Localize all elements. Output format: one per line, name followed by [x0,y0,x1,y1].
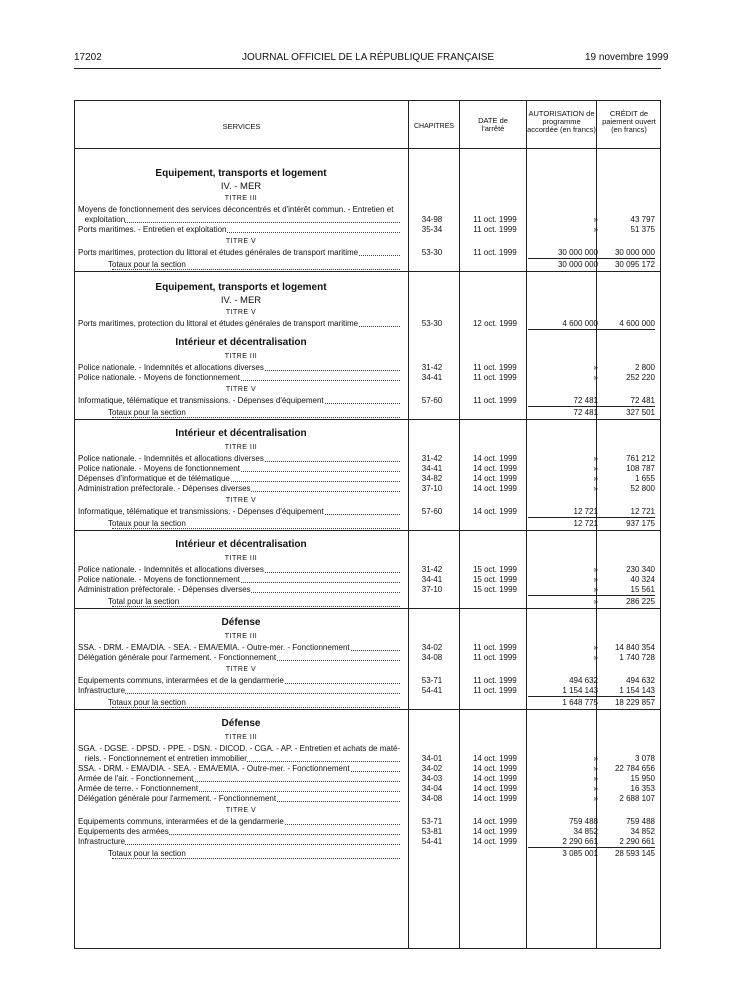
page-number: 17202 [74,52,102,63]
arrete-date: 12 oct. 1999 [472,319,518,328]
table-row [74,764,661,774]
credit-value: 252 220 [626,373,655,382]
chapter-code: 34-02 [421,643,443,652]
heading-text: TITRE V [225,807,257,814]
chapter-code: 54-41 [421,837,443,846]
arrete-date: 14 oct. 1999 [472,837,518,846]
totals-row [74,595,661,609]
service-label: SGA. - DGSE. - DPSD. - PPE. - DSN. - DICOD. - CGA. - AP. - Entretien et achats de maté- [78,744,401,753]
credit-value: 40 324 [630,575,655,584]
credit-value: 494 632 [626,676,655,685]
autorisation-value: » [593,653,598,662]
credit-value: 28 593 145 [614,849,655,858]
arrete-date: 14 oct. 1999 [472,474,518,483]
autorisation-value: » [593,597,598,606]
chapter-code: 35-34 [421,225,443,234]
heading-text: TITRE III [224,444,258,451]
journal-title: JOURNAL OFFICIEL DE LA RÉPUBLIQUE FRANÇAISE [242,52,495,63]
credit-value: 761 212 [626,454,655,463]
credit-value: 286 225 [626,597,655,606]
autorisation-value: » [593,454,598,463]
credit-value: 52 800 [630,484,655,493]
table-row [74,817,661,827]
credit-value: 30 095 172 [614,260,655,269]
heading-text: Défense [221,718,261,729]
service-label: Total pour la section [108,597,180,606]
autorisation-value: 1 154 143 [528,686,598,697]
arrete-date: 11 oct. 1999 [473,373,517,382]
autorisation-value: 1 648 775 [562,698,598,707]
table-row [74,784,661,794]
autorisation-value: » [593,373,598,382]
section-heading [74,716,661,731]
chapter-code: 57-60 [421,396,443,405]
service-label: exploitation [78,215,126,224]
dot-leader [82,844,400,845]
arrete-date: 11 oct. 1999 [473,643,517,652]
service-label: Police nationale. - Moyens de fonctionnement [78,373,240,382]
credit-value: 30 000 000 [598,248,655,259]
heading-text: IV. - MER [220,295,262,306]
titre-heading [74,630,661,643]
autorisation-value: » [593,474,598,483]
service-label: Police nationale. - Moyens de fonctionnement [78,464,240,473]
table-row [74,396,661,406]
heading-text: TITRE III [224,633,258,640]
dot-leader [112,858,400,859]
dot-leader [112,417,400,418]
service-label: Totaux pour la section [108,260,186,269]
dot-leader [82,222,400,223]
autorisation-value: » [593,643,598,652]
autorisation-value: » [593,794,598,803]
credit-value: 14 840 354 [614,643,655,652]
credit-value: 1 154 143 [598,686,655,697]
totals-row [74,258,661,272]
autorisation-value: 72 481 [573,408,598,417]
chapter-code: 53-30 [421,248,443,257]
service-label: Equipements communs, interarmées et de la gendarmerie [78,676,284,685]
service-label: riels. - Fonctionnement et entretien immobilier [78,754,247,763]
service-label: Ports maritimes. - Entretien et exploitation [78,225,227,234]
arrete-date: 14 oct. 1999 [472,484,518,493]
publication-date: 19 novembre 1999 [585,52,669,63]
arrete-date: 15 oct. 1999 [472,565,518,574]
heading-text: TITRE III [224,353,258,360]
service-label: Equipements des armées [78,827,169,836]
credit-value: 16 353 [630,784,655,793]
table-row [74,643,661,653]
credit-value: 1 740 728 [619,653,655,662]
dot-leader [112,606,400,607]
service-label: Dépenses d'informatique et de télématique [78,474,230,483]
heading-text: Défense [221,617,261,628]
chapter-code: 37-10 [421,484,443,493]
table-row [74,464,661,474]
table-row [74,373,661,383]
table-row [74,225,661,235]
chapter-code: 31-42 [421,565,443,574]
heading-text: Equipement, transports et logement [155,282,327,293]
table-row [74,837,661,847]
table-row [74,215,661,225]
credit-value: 72 481 [598,396,655,407]
table-row [74,686,661,696]
chapter-code: 57-60 [421,507,443,516]
autorisation-value: » [593,464,598,473]
autorisation-value: » [593,363,598,372]
arrete-date: 11 oct. 1999 [473,686,517,695]
arrete-date: 15 oct. 1999 [472,575,518,584]
arrete-date: 14 oct. 1999 [472,507,518,516]
chapter-code: 34-01 [421,754,443,763]
service-label: Délégation générale pour l'armement. - Fonctionnement [78,794,277,803]
col-header-services: SERVICES [222,122,261,131]
credit-value: 4 600 000 [598,319,655,330]
heading-text: TITRE III [224,195,258,202]
service-label: Délégation générale pour l'armement. - Fonctionnement [78,653,277,662]
titre-heading [74,235,661,248]
service-label: Totaux pour la section [108,849,186,858]
credit-value: 2 688 107 [619,794,655,803]
arrete-date: 11 oct. 1999 [473,215,517,224]
service-label: Totaux pour la section [108,519,186,528]
autorisation-value: » [593,764,598,773]
titre-heading [74,804,661,817]
autorisation-value: 494 632 [569,676,598,685]
credit-value: 2 800 [634,363,655,372]
credit-value: 51 375 [630,225,655,234]
service-label: Informatique, télématique et transmissions. - Dépenses d'équipement [78,507,324,516]
service-label: Totaux pour la section [108,408,186,417]
arrete-date: 14 oct. 1999 [472,454,518,463]
arrete-date: 15 oct. 1999 [472,585,518,594]
chapter-code: 54-41 [421,686,443,695]
service-label: Administration préfectorale. - Dépenses diverses [78,484,251,493]
chapter-code: 34-98 [421,215,443,224]
autorisation-value: » [528,585,598,596]
table-row [74,205,661,215]
chapter-code: 34-41 [421,373,443,382]
autorisation-value: 3 085 001 [562,849,598,858]
table-row [74,484,661,494]
table-row [74,653,661,663]
row-spacer [74,272,661,280]
service-label: Administration préfectorale. - Dépenses diverses [78,585,251,594]
credit-value: 15 561 [598,585,655,596]
arrete-date: 14 oct. 1999 [472,774,518,783]
chapter-code: 34-08 [421,794,443,803]
heading-text: TITRE III [224,734,258,741]
credit-value: 759 488 [626,817,655,826]
service-label: Ports maritimes, protection du littoral et études générales de transport maritime [78,319,359,328]
table-row [74,507,661,517]
chapter-code: 34-41 [421,575,443,584]
table-row [74,474,661,484]
chapter-code: 53-71 [421,817,443,826]
service-label: Infrastructure [78,837,126,846]
heading-text: IV. - MER [220,181,262,192]
dot-leader [112,269,400,270]
credit-value: 937 175 [626,519,655,528]
heading-text: TITRE V [225,666,257,673]
autorisation-value: » [593,565,598,574]
section-heading [74,280,661,295]
totals-row [74,847,661,861]
credit-value: 1 655 [634,474,655,483]
arrete-date: 14 oct. 1999 [472,764,518,773]
arrete-date: 14 oct. 1999 [472,754,518,763]
col-header-autorisation: AUTORISATION de programme accordée (en francs) [527,109,596,134]
arrete-date: 11 oct. 1999 [473,396,517,405]
table-row [74,454,661,464]
autorisation-value: 12 721 [528,507,598,518]
heading-text: Intérieur et décentralisation [175,428,307,439]
chapter-code: 31-42 [421,454,443,463]
section-subheading [74,181,661,192]
credit-value: 2 290 661 [598,837,655,848]
credit-value: 108 787 [626,464,655,473]
arrete-date: 14 oct. 1999 [472,817,518,826]
table-row [74,744,661,754]
col-header-chapitres: CHAPITRES [413,123,455,130]
service-label: Informatique, télématique et transmissions. - Dépenses d'équipement [78,396,324,405]
arrete-date: 11 oct. 1999 [473,248,517,257]
totals-row [74,406,661,420]
chapter-code: 34-04 [421,784,443,793]
chapter-code: 37-10 [421,585,443,594]
section-heading [74,615,661,630]
heading-text: TITRE V [225,386,257,393]
chapter-code: 34-08 [421,653,443,662]
titre-heading [74,383,661,396]
autorisation-value: 12 721 [573,519,598,528]
section-subheading [74,295,661,306]
autorisation-value: » [593,754,598,763]
col-header-date: DATE de l'arrêté [478,116,508,133]
dot-leader [112,528,400,529]
autorisation-value: » [593,225,598,234]
chapter-code: 34-03 [421,774,443,783]
table-row [74,575,661,585]
titre-heading [74,192,661,205]
arrete-date: 14 oct. 1999 [472,464,518,473]
service-label: Totaux pour la section [108,698,186,707]
service-label: Infrastructure [78,686,126,695]
arrete-date: 14 oct. 1999 [472,784,518,793]
service-label: SSA. - DRM. - EMA/DIA. - SEA. - EMA/EMIA. - Outre-mer. - Fonctionnement [78,764,350,773]
chapter-code: 34-41 [421,464,443,473]
credit-value: 3 078 [634,754,655,763]
header-row-rule [75,148,660,149]
titre-heading [74,350,661,363]
titre-heading [74,494,661,507]
service-label: Equipements communs, interarmées et de la gendarmerie [78,817,284,826]
autorisation-value: » [593,774,598,783]
section-heading [74,537,661,552]
heading-text: Intérieur et décentralisation [175,337,307,348]
heading-text: TITRE V [225,238,257,245]
chapter-code: 31-42 [421,363,443,372]
autorisation-value: 2 290 661 [528,837,598,848]
table-row [74,774,661,784]
service-label: Police nationale. - Moyens de fonctionnement [78,575,240,584]
chapter-code: 53-30 [421,319,443,328]
col-header-credit: CRÉDIT de paiement ouvert (en francs) [602,109,656,134]
titre-heading [74,731,661,744]
service-label: Armée de l'air. - Fonctionnement [78,774,194,783]
arrete-date: 11 oct. 1999 [473,363,517,372]
section-heading [74,426,661,441]
table-row [74,794,661,804]
heading-text: Intérieur et décentralisation [175,539,307,550]
section-heading [74,335,661,350]
service-label: Armée de terre. - Fonctionnement [78,784,199,793]
chapter-code: 34-82 [421,474,443,483]
table-row [74,585,661,595]
autorisation-value: 30 000 000 [557,260,598,269]
credit-value: 230 340 [626,565,655,574]
dot-leader [82,693,400,694]
chapter-code: 34-02 [421,764,443,773]
chapter-code: 53-71 [421,676,443,685]
arrete-date: 11 oct. 1999 [473,653,517,662]
table-row [74,754,661,764]
table-row [74,565,661,575]
service-label: Police nationale. - Indemnités et allocations diverses [78,565,264,574]
titre-heading [74,663,661,676]
heading-text: Equipement, transports et logement [155,168,327,179]
heading-text: TITRE III [224,555,258,562]
dot-leader [112,707,400,708]
service-label: Moyens de fonctionnement des services déconcentrés et d'intérêt commun. - Entretien et [78,205,394,214]
autorisation-value: 72 481 [528,396,598,407]
autorisation-value: » [593,575,598,584]
autorisation-value: » [593,484,598,493]
table-row [74,827,661,837]
credit-value: 327 501 [626,408,655,417]
titre-heading [74,441,661,454]
service-label: SSA. - DRM. - EMA/DIA. - SEA. - EMA/EMIA. - Outre-mer. - Fonctionnement [78,643,350,652]
arrete-date: 11 oct. 1999 [473,225,517,234]
arrete-date: 14 oct. 1999 [472,794,518,803]
chapter-code: 53-81 [421,827,443,836]
autorisation-value: 30 000 000 [528,248,598,259]
autorisation-value: 759 488 [569,817,598,826]
header-rule [74,68,661,69]
table-row [74,319,661,329]
credit-value: 12 721 [598,507,655,518]
totals-row [74,696,661,710]
credit-value: 43 797 [630,215,655,224]
autorisation-value: 4 600 000 [528,319,598,330]
table-row [74,363,661,373]
table-body [74,166,661,861]
arrete-date: 14 oct. 1999 [472,827,518,836]
credit-value: 18 229 857 [614,698,655,707]
service-label: Police nationale. - Indemnités et allocations diverses [78,363,264,372]
arrete-date: 11 oct. 1999 [473,676,517,685]
heading-text: TITRE V [225,309,257,316]
credit-value: 22 784 656 [614,764,655,773]
autorisation-value: » [593,784,598,793]
credit-value: 34 852 [630,827,655,836]
table-row [74,248,661,258]
table-row [74,676,661,686]
service-label: Police nationale. - Indemnités et allocations diverses [78,454,264,463]
section-heading [74,166,661,181]
heading-text: TITRE V [225,497,257,504]
titre-heading [74,306,661,319]
titre-heading [74,552,661,565]
autorisation-value: » [593,215,598,224]
service-label: Ports maritimes, protection du littoral et études générales de transport maritime [78,248,359,257]
totals-row [74,517,661,531]
autorisation-value: 34 852 [573,827,598,836]
credit-value: 15 950 [630,774,655,783]
